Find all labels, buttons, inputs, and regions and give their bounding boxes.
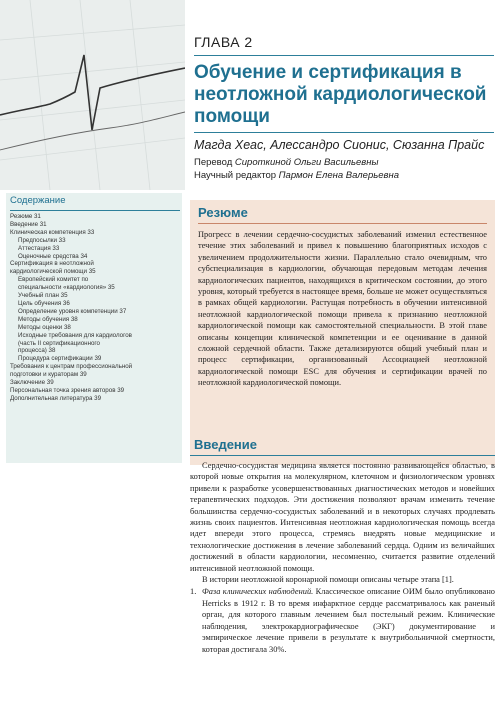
abstract-box — [190, 200, 495, 465]
paragraph: В истории неотложной коронарной помощи описаны четыре этапа [1]. — [202, 575, 454, 585]
chapter-header-image — [0, 0, 185, 190]
translator-name: Сироткиной Ольги Васильевны — [234, 157, 379, 168]
abstract-title: Резюме — [198, 205, 248, 220]
toc-item[interactable]: Резюме 31 — [10, 213, 41, 220]
editor-prefix: Научный редактор — [194, 170, 279, 181]
toc-item[interactable]: Дополнительная литература 39 — [10, 394, 102, 402]
translator-line — [194, 157, 378, 168]
editor-name: Пармон Елена Валерьевна — [278, 170, 399, 181]
toc-item[interactable]: Сертификация в неотложной — [10, 260, 94, 268]
list-number: 1. — [190, 587, 197, 597]
toc-item[interactable]: Определение уровня компетенции 37 — [18, 307, 127, 315]
toc-item[interactable]: Исходные требования для кардиологов — [18, 331, 132, 339]
toc-item[interactable]: Персональная точка зрения авторов 39 — [10, 386, 125, 394]
chapter-label: ГЛАВА 2 — [194, 34, 253, 50]
chapter-title: Обучение и сертификация в неотложной кардиологической помощи — [194, 62, 487, 127]
paragraph: Сердечно-сосудистая медицина является постоянно развивающейся областью, в которой новые открытия на молекулярном, клеточном и физиологическом уровнях привели к разработке усовершенствованных диагностических методов и новейших терапевтических подходов. Эти достижения позволяют врачам изменить течение большинства сердечно-сосудистых заболеваний и в некоторых случаях продлевать жизнь своих пациентов. Интенсивная неотложная кардиологическая помощь всегда идет впереди этого процесса, стремясь внедрять новые медицинские и технологические достижения в лечение заболеваний сердца. Одним из величайших достижений в области кардиологии, несомненно, считается развитие отделений интенсивной неотложной помощи. — [190, 461, 495, 573]
divider — [10, 210, 180, 211]
divider — [194, 132, 494, 133]
intro-body — [190, 460, 495, 655]
toc-item[interactable]: подготовки и кураторам 39 — [10, 371, 87, 379]
toc-item[interactable]: Методы оценки 38 — [18, 323, 71, 331]
ecg-trace-graphic — [0, 0, 185, 190]
table-of-contents — [6, 193, 182, 463]
toc-item[interactable]: Цель обучения 36 — [18, 299, 70, 307]
translator-prefix: Перевод — [194, 157, 235, 168]
toc-title: Содержание — [10, 195, 66, 206]
editor-line — [194, 170, 399, 181]
toc-item[interactable]: Введение 31 — [10, 220, 47, 228]
toc-item[interactable]: Заключение 39 — [10, 379, 54, 387]
abstract-text: Прогресс в лечении сердечно-сосудистых заболеваний изменил естественное течение этих заболеваний и привел к повышению благоприятных исходов с увеличением продолжительности жизни. Параллельно стало очевидным, что субспециализация в кардиологии, обучающая передовым методам лечения кардиологических пациентов, находящихся в критическом состоянии, до этого уровня, который требуется в настоящее время, больше не может осуществляться в рамках общей кардиологии. Растущая потребность в обучении интенсивной неотложной кардиологической помощи привела к признанию неотложной кардиологической помощи как самостоятельной специальности. В этой главе описаны концепции клинической компетенции и ее оценивание в данной сложной сердечной области. Также детализируются общий учебный план и процесс сертификации, организованный Ассоциацией неотложной кардиологической помощи ESC для обучения и сертификации врачей по неотложной кардиологической помощи. — [198, 230, 487, 388]
toc-item[interactable]: Процедура сертификации 39 — [18, 355, 102, 363]
toc-item[interactable]: специальности «кардиология» 35 — [18, 284, 115, 292]
list-item-body: Классическое описание ОИМ было опубликовано Herricks в 1912 г. В то время инфарктное сердце рассматривалось как раненый орган, для которого главным лечением был постельный режим. Клинические наблюдения, электрокардиографическое (ЭКГ) документирование и эмпирическое лечение привели в результате к внутрибольничной смертности, которая достигала 30%. — [202, 587, 495, 654]
list-item-label: Фаза клинических наблюдений. — [202, 587, 314, 597]
toc-item[interactable]: (часть II сертификационного — [18, 339, 100, 347]
toc-item[interactable]: процесса) 38 — [18, 347, 56, 355]
toc-item[interactable]: Предпосылки 33 — [18, 236, 66, 244]
divider — [194, 55, 494, 56]
toc-item[interactable]: Оценочные средства 34 — [18, 252, 88, 260]
divider — [190, 455, 495, 456]
list-item-text — [202, 586, 495, 654]
section-title: Введение — [194, 437, 257, 452]
toc-item[interactable]: Европейский комитет по — [18, 276, 89, 284]
toc-item[interactable]: кардиологической помощи 35 — [10, 268, 96, 276]
list-item — [190, 586, 495, 654]
toc-list — [10, 213, 180, 403]
authors: Магда Хеас, Алессандро Сионис, Сюзанна Прайс — [194, 138, 485, 152]
divider — [198, 223, 487, 224]
toc-item[interactable]: Методы обучения 38 — [18, 315, 78, 323]
toc-item[interactable]: Требования к центрам профессиональной — [10, 363, 133, 371]
toc-item[interactable]: Клиническая компетенция 33 — [10, 228, 95, 236]
toc-item[interactable]: Аттестация 33 — [18, 244, 60, 252]
toc-item[interactable]: Учебный план 35 — [18, 292, 68, 300]
